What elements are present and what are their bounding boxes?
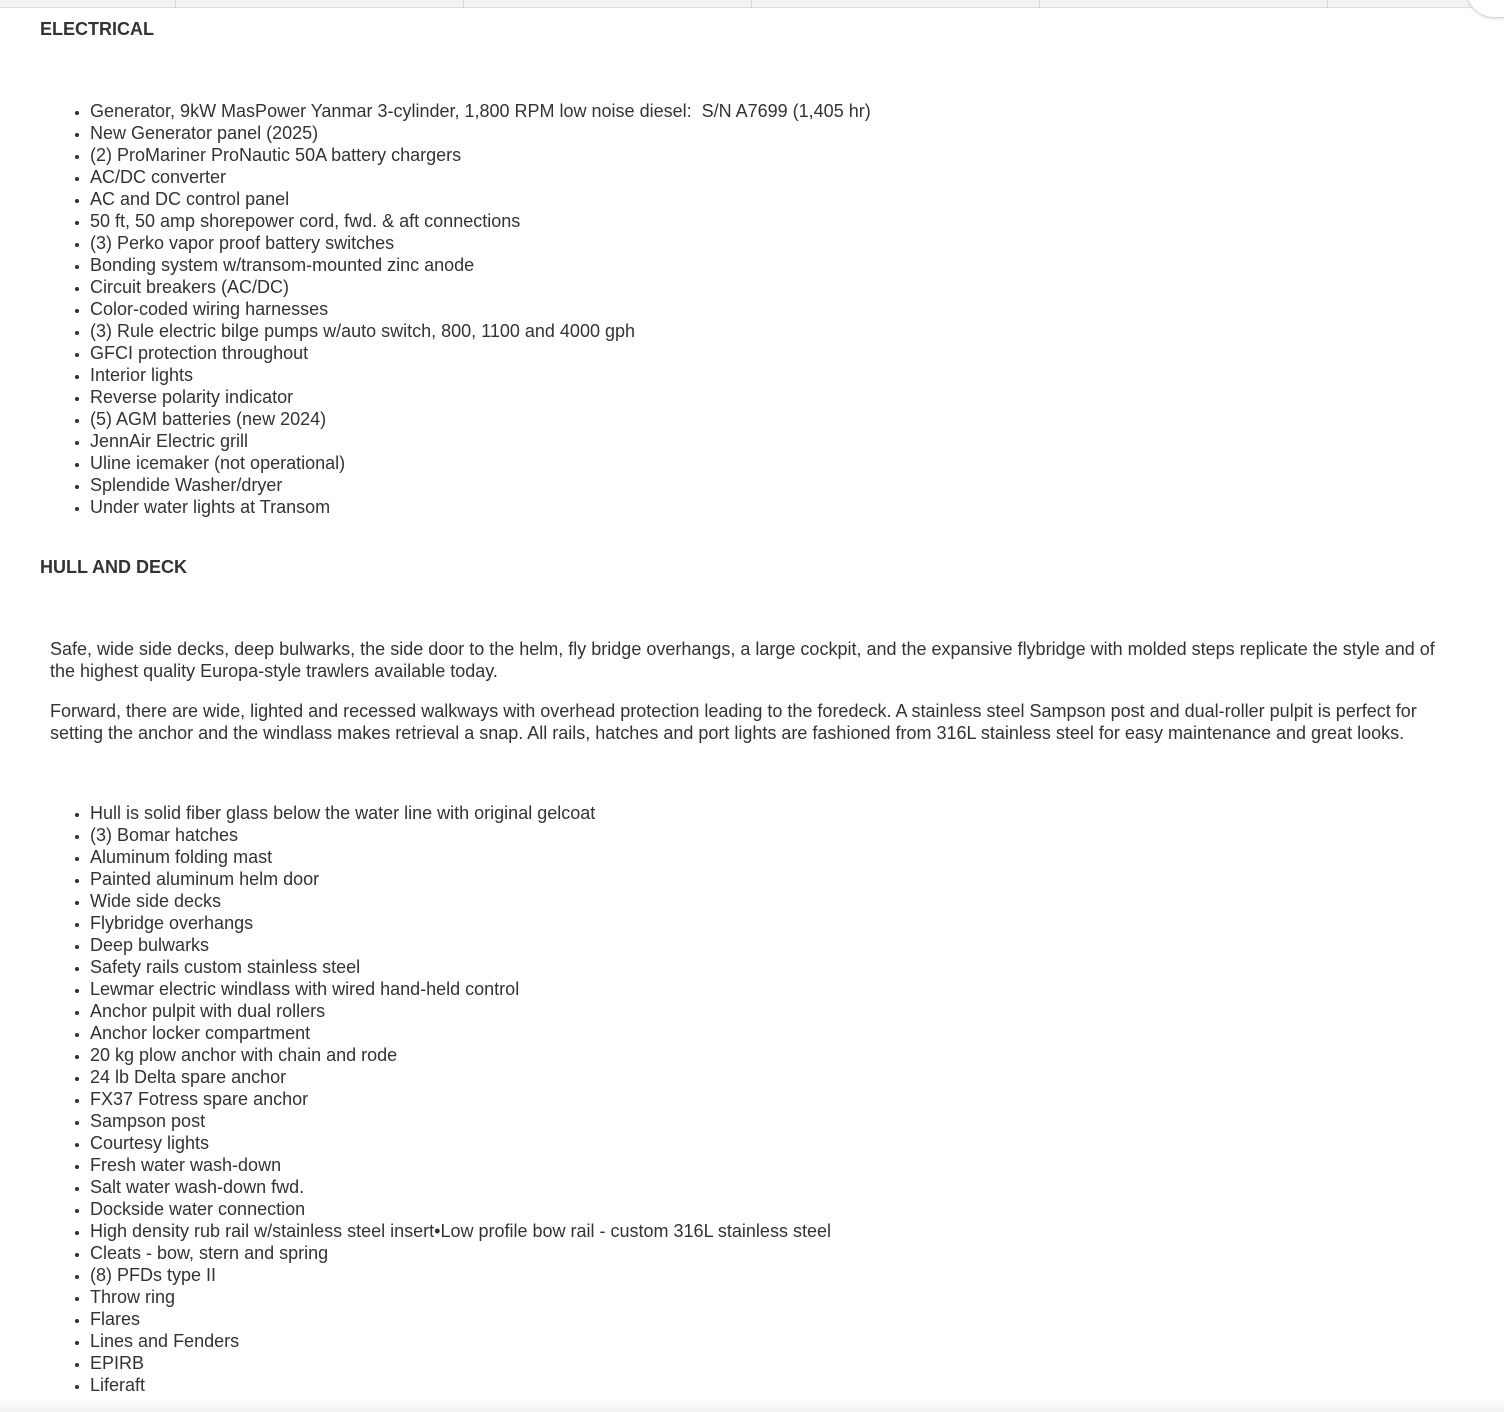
- foredeck-description-paragraph: Forward, there are wide, lighted and recessed walkways with overhead protection leading to the foredeck. A stainless steel Sampson post and dual-roller pulpit is perfect for setting the anchor and the windlass makes retrieval a snap. All rails, hatches and port lights are fashioned from 316L stainless steel for easy maintenance and great looks.: [50, 701, 1417, 743]
- tab-divider: [463, 0, 464, 7]
- list-item: • Safety rails custom stainless steel: [90, 956, 1490, 978]
- list-item: • (2) ProMariner ProNautic 50A battery chargers: [90, 144, 1490, 166]
- list-item: • Anchor pulpit with dual rollers: [90, 1000, 1490, 1022]
- corner-floating-button[interactable]: [1466, 0, 1504, 18]
- tab-divider: [175, 0, 176, 7]
- list-item: • EPIRB: [90, 1352, 1490, 1374]
- list-item: • Flybridge overhangs: [90, 912, 1490, 934]
- list-item: • Uline icemaker (not operational): [90, 452, 1490, 474]
- list-item: • GFCI protection throughout: [90, 342, 1490, 364]
- list-item: • Painted aluminum helm door: [90, 868, 1490, 890]
- list-item: • 20 kg plow anchor with chain and rode: [90, 1044, 1490, 1066]
- hull-and-deck-heading: HULL AND DECK: [40, 557, 187, 577]
- list-item: • Circuit breakers (AC/DC): [90, 276, 1490, 298]
- list-item: • Fresh water wash-down: [90, 1154, 1490, 1176]
- list-item: • Aluminum folding mast: [90, 846, 1490, 868]
- top-tab-strip: [0, 0, 1504, 8]
- tab-divider: [1327, 0, 1328, 7]
- list-item: • Hull is solid fiber glass below the water line with original gelcoat: [90, 802, 1490, 824]
- list-item: • Lewmar electric windlass with wired hand-held control: [90, 978, 1490, 1000]
- tab-divider: [751, 0, 752, 7]
- list-item: • Throw ring: [90, 1286, 1490, 1308]
- list-item: • Lines and Fenders: [90, 1330, 1490, 1352]
- list-item: • Flares: [90, 1308, 1490, 1330]
- list-item: • AC and DC control panel: [90, 188, 1490, 210]
- tab-divider: [1039, 0, 1040, 7]
- list-item: • Salt water wash-down fwd.: [90, 1176, 1490, 1198]
- list-item: • Sampson post: [90, 1110, 1490, 1132]
- list-item: • Cleats - bow, stern and spring: [90, 1242, 1490, 1264]
- list-item: • Dockside water connection: [90, 1198, 1490, 1220]
- list-item: • (8) PFDs type II: [90, 1264, 1490, 1286]
- list-item: • 24 lb Delta spare anchor: [90, 1066, 1490, 1088]
- list-item: • Liferaft: [90, 1374, 1490, 1396]
- list-item: • Splendide Washer/dryer: [90, 474, 1490, 496]
- hull-and-deck-list: [40, 802, 1490, 1396]
- list-item: • (5) AGM batteries (new 2024): [90, 408, 1490, 430]
- list-item: • Courtesy lights: [90, 1132, 1490, 1154]
- list-item: • Generator, 9kW MasPower Yanmar 3-cylinder, 1,800 RPM low noise diesel: S/N A7699 (1,405 hr): [90, 100, 1490, 122]
- list-item: • Under water lights at Transom: [90, 496, 1490, 518]
- list-item: • Wide side decks: [90, 890, 1490, 912]
- list-item: • AC/DC converter: [90, 166, 1490, 188]
- list-item: • FX37 Fotress spare anchor: [90, 1088, 1490, 1110]
- list-item: • Reverse polarity indicator: [90, 386, 1490, 408]
- hull-description-paragraph: Safe, wide side decks, deep bulwarks, the side door to the helm, fly bridge overhangs, a large cockpit, and the expansive flybridge with molded steps replicate the style and of the highest quality Europa-style trawlers available today.: [50, 639, 1435, 681]
- list-item: • (3) Rule electric bilge pumps w/auto switch, 800, 1100 and 4000 gph: [90, 320, 1490, 342]
- list-item: • JennAir Electric grill: [90, 430, 1490, 452]
- list-item: • (3) Bomar hatches: [90, 824, 1490, 846]
- list-item: • High density rub rail w/stainless steel insert•Low profile bow rail - custom 316L stainless steel: [90, 1220, 1490, 1242]
- bottom-scroll-fade: [0, 1398, 1504, 1412]
- electrical-heading: ELECTRICAL: [40, 19, 154, 39]
- list-item: • New Generator panel (2025): [90, 122, 1490, 144]
- list-item: • Bonding system w/transom-mounted zinc anode: [90, 254, 1490, 276]
- list-item: • (3) Perko vapor proof battery switches: [90, 232, 1490, 254]
- list-item: • Deep bulwarks: [90, 934, 1490, 956]
- electrical-list: [40, 100, 1490, 518]
- list-item: • Interior lights: [90, 364, 1490, 386]
- list-item: • Anchor locker compartment: [90, 1022, 1490, 1044]
- list-item: • 50 ft, 50 amp shorepower cord, fwd. & aft connections: [90, 210, 1490, 232]
- list-item: • Color-coded wiring harnesses: [90, 298, 1490, 320]
